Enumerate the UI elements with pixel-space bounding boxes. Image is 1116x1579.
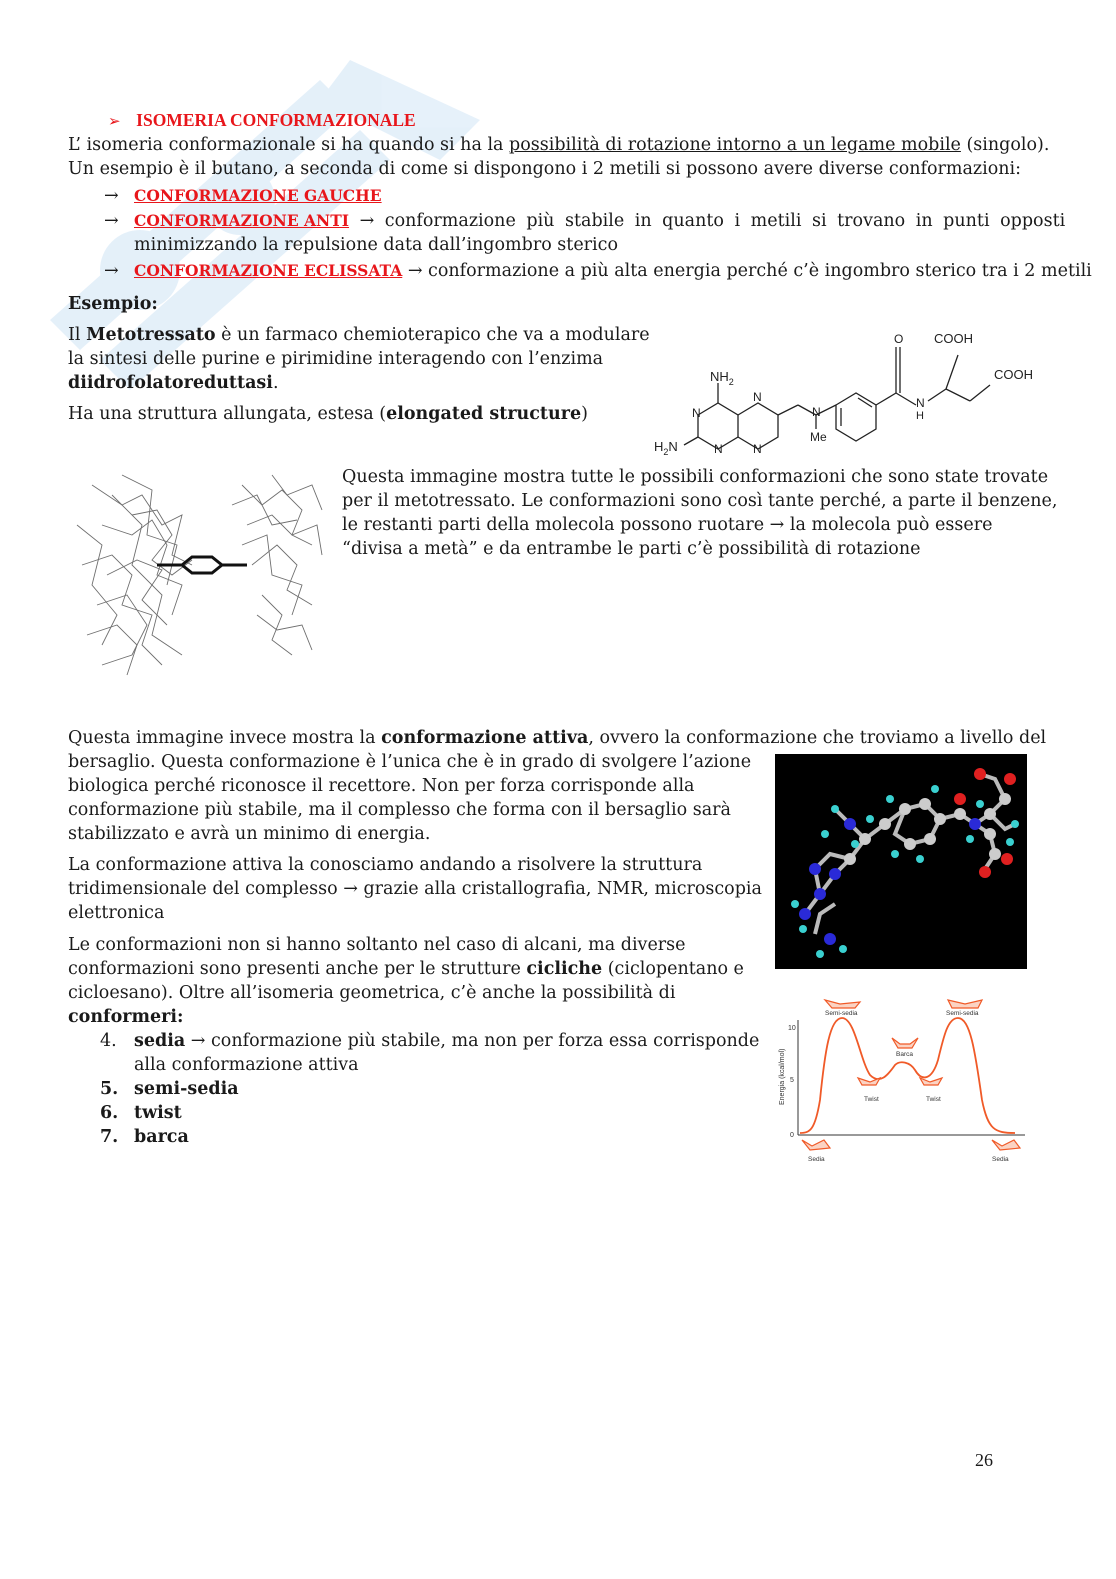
- svg-text:N: N: [916, 396, 925, 410]
- bullet-anti-cont: minimizzando la repulsione data dall’ingombro sterico: [134, 235, 618, 255]
- twist-left-icon: [858, 1078, 880, 1085]
- example-p1-l2: la sintesi delle purine e pirimidine interagendo con l’enzima: [68, 349, 604, 369]
- svg-text:Semi-sedia: Semi-sedia: [825, 1010, 858, 1017]
- intro-underlined: possibilità di rotazione intorno a un legame mobile: [509, 135, 961, 155]
- example-p1-l3: diidrofolatoreduttasi.: [68, 373, 279, 393]
- active-p3-l2: conformazioni sono presenti anche per le strutture cicliche (ciclopentano e: [68, 959, 744, 979]
- svg-text:Sedia: Sedia: [808, 1156, 825, 1163]
- svg-text:COOH: COOH: [934, 331, 973, 346]
- bullet-gauche: → CONFORMAZIONE GAUCHE: [104, 186, 382, 206]
- page-number: 26: [975, 1450, 993, 1470]
- active-conformation-3d-image: [775, 754, 1027, 969]
- active-line-4: conformazione più stabile, ma il complesso che forma con il bersaglio sarà: [68, 800, 731, 820]
- svg-text:Twist: Twist: [926, 1096, 941, 1103]
- intro-line-1: L’ isomeria conformazionale si ha quando si ha la possibilità di rotazione intorno a un legame mobile (singolo).: [68, 135, 1050, 155]
- section-title: ➢ ISOMERIA CONFORMAZIONALE: [108, 110, 416, 130]
- svg-text:N: N: [692, 406, 701, 420]
- svg-text:NH2: $NH_2$: [710, 369, 734, 387]
- active-p2-l2: tridimensionale del complesso → grazie alla cristallografia, NMR, microscopia: [68, 879, 762, 899]
- twist-right-icon: [920, 1078, 942, 1085]
- active-line-1: Questa immagine invece mostra la conformazione attiva, ovvero la conformazione che troviamo a livello del: [68, 728, 1047, 748]
- list-item-barca: 7. barca: [100, 1127, 189, 1147]
- list-item-sedia-cont: alla conformazione attiva: [134, 1055, 359, 1075]
- svg-text:N: N: [714, 442, 723, 456]
- cyclohexane-energy-diagram: [770, 990, 1032, 1168]
- svg-text:N: N: [753, 442, 762, 456]
- y-axis-label: Energia (kcal/mol): [779, 1048, 786, 1105]
- svg-text:Sedia: Sedia: [992, 1156, 1009, 1163]
- active-p3-l3: cicloesano). Oltre all’isomeria geometrica, c’è anche la possibilità di: [68, 983, 676, 1003]
- chair-right-icon: [992, 1140, 1020, 1150]
- svg-text:H2N: $H_2N$: [654, 439, 678, 457]
- list-item-twist: 6. twist: [100, 1103, 182, 1123]
- svg-text:Twist: Twist: [864, 1096, 879, 1103]
- arrow-icon: →: [104, 211, 119, 231]
- conformers-text-l2: per il metotressato. Le conformazioni sono così tante perché, a parte il benzene,: [342, 491, 1058, 511]
- active-p3-l1: Le conformazioni non si hanno soltanto nel caso di alcani, ma diverse: [68, 935, 686, 955]
- tick-5: 5: [790, 1077, 794, 1084]
- arrow-icon: →: [104, 186, 119, 206]
- svg-text:Semi-sedia: Semi-sedia: [946, 1010, 979, 1017]
- svg-text:Barca: Barca: [896, 1051, 913, 1058]
- bullet-anti: → CONFORMAZIONE ANTI → conformazione più stabile in quanto i metili si trovano in punti opposti: [104, 211, 1066, 231]
- conformers-text-l3: le restanti parti della molecola possono ruotare → la molecola può essere: [342, 515, 993, 535]
- example-p1-l1: Il Metotressato è un farmaco chemioterapico che va a modulare: [68, 325, 650, 345]
- semi-chair-left-icon: [825, 1000, 860, 1008]
- energy-curve: [800, 1018, 1015, 1133]
- conformers-wireframe-image: [72, 465, 332, 680]
- bullet-eclissata: → CONFORMAZIONE ECLISSATA → conformazione a più alta energia perché c’è ingombro sterico tra i 2 metili: [104, 261, 1092, 281]
- example-p2: Ha una struttura allungata, estesa (elongated structure): [68, 404, 588, 424]
- svg-text:Me: Me: [810, 430, 827, 444]
- active-p3-l4: conformeri:: [68, 1007, 184, 1027]
- boat-icon: [892, 1038, 918, 1048]
- conformers-text-l1: Questa immagine mostra tutte le possibili conformazioni che sono state trovate: [342, 467, 1049, 487]
- svg-text:H: H: [916, 410, 924, 422]
- arrow-icon: →: [104, 261, 119, 281]
- svg-text:N: N: [753, 390, 762, 404]
- methotrexate-structure: [648, 325, 1048, 465]
- active-line-5: stabilizzato e avrà un minimo di energia.: [68, 824, 431, 844]
- tick-0: 0: [790, 1132, 794, 1139]
- tick-10: 10: [788, 1025, 796, 1032]
- list-item-sedia: 4. sedia → conformazione più stabile, ma non per forza essa corrisponde: [100, 1031, 760, 1051]
- list-item-semi-sedia: 5. semi-sedia: [100, 1079, 239, 1099]
- active-p2-l3: elettronica: [68, 903, 165, 923]
- conformers-text-l4: “divisa a metà” e da entrambe le parti c’è possibilità di rotazione: [342, 539, 921, 559]
- triangle-bullet-icon: ➢: [108, 112, 121, 130]
- active-line-3: biologica perché riconosce il recettore. Non per forza corrisponde alla: [68, 776, 695, 796]
- svg-text:O: O: [894, 332, 904, 346]
- chair-left-icon: [802, 1140, 830, 1150]
- active-line-2: bersaglio. Questa conformazione è l’unica che è in grado di svolgere l’azione: [68, 752, 752, 772]
- svg-text:N: N: [812, 405, 821, 419]
- svg-text:COOH: COOH: [994, 367, 1033, 382]
- semi-chair-right-icon: [948, 1000, 982, 1008]
- example-heading: Esempio:: [68, 294, 158, 314]
- intro-line-2: Un esempio è il butano, a seconda di come si dispongono i 2 metili si possono avere diverse conformazioni:: [68, 159, 1022, 179]
- active-p2-l1: La conformazione attiva la conosciamo andando a risolvere la struttura: [68, 855, 703, 875]
